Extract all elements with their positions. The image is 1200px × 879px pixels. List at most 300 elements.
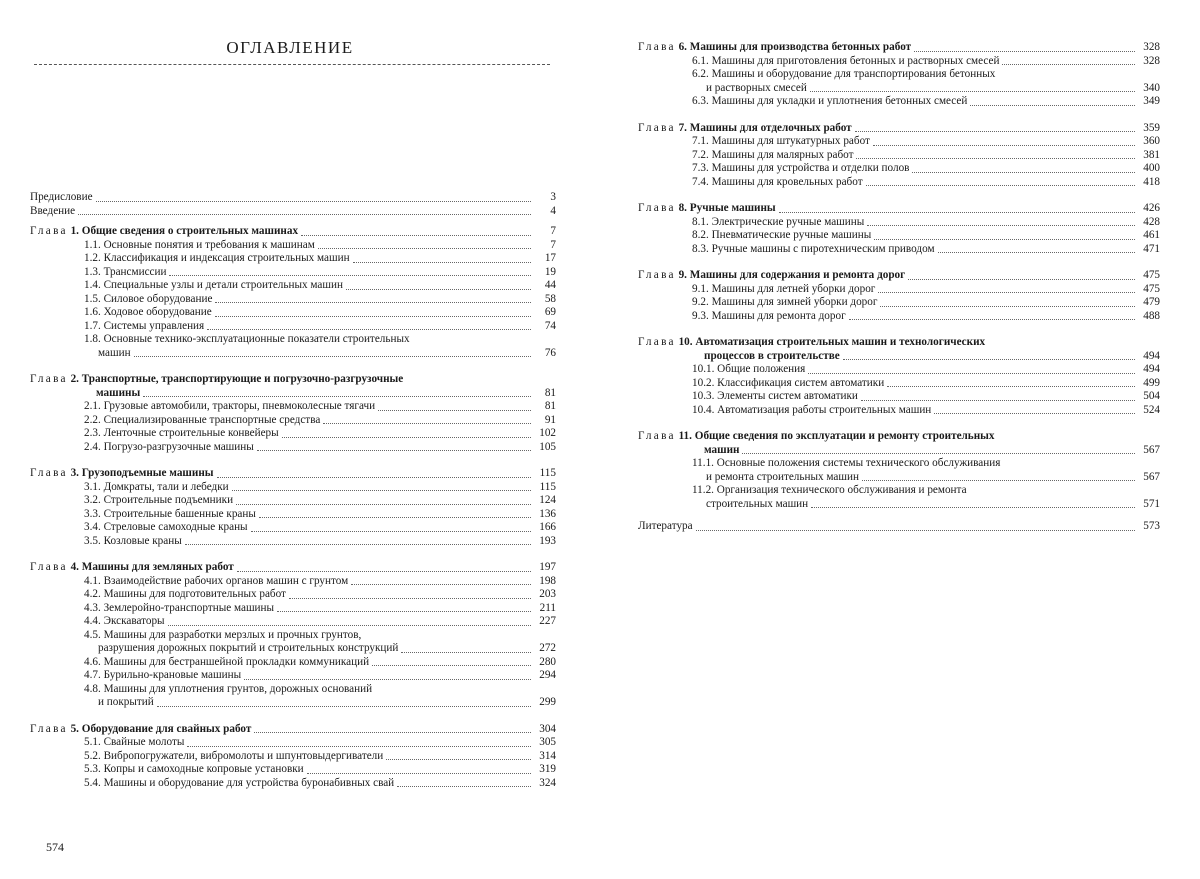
entry-page: 494: [1143, 363, 1160, 375]
page-title: ОГЛАВЛЕНИЕ: [226, 38, 354, 57]
chapter-prefix: Глава: [638, 336, 676, 348]
entry-page: 81: [544, 386, 556, 399]
entry-page: 488: [1143, 309, 1160, 322]
leader-dots: [289, 598, 531, 599]
chapter-items: [30, 575, 556, 710]
chapter-items: [638, 135, 1160, 189]
toc-left: [30, 191, 556, 799]
leader-dots: [232, 490, 531, 491]
entry-page: 294: [539, 669, 556, 681]
leader-dots: [696, 530, 1135, 531]
chapter-title: Машины для производства бетонных работ: [689, 41, 912, 53]
entry-page: 115: [539, 480, 556, 493]
entry-page: 324: [539, 776, 556, 789]
entry-page: 136: [539, 507, 556, 520]
toc-item-line: [84, 683, 556, 697]
toc-item[interactable]: [84, 575, 556, 589]
entry-label: 1.1. Основные понятия и требования к машинам: [84, 238, 315, 251]
item-label-cont: и покрытий: [98, 696, 154, 708]
chapter-number: 4.: [70, 561, 79, 573]
leader-dots: [96, 201, 531, 202]
item-label-cont: и растворных смесей: [706, 81, 807, 94]
entry-label: 8.1. Электрические ручные машины: [692, 215, 865, 228]
entry-page: 475: [1143, 269, 1160, 281]
toc-item[interactable]: [84, 481, 556, 495]
toc-item[interactable]: [84, 642, 556, 656]
entry-page: 203: [539, 588, 556, 600]
toc-item[interactable]: [692, 471, 1160, 485]
spacer: [30, 454, 556, 463]
toc-entry[interactable]: [30, 205, 556, 219]
entry-page: 479: [1143, 296, 1160, 308]
entry-label: 4.4. Экскаваторы: [84, 615, 165, 627]
toc-chapter: [30, 723, 556, 791]
chapter-prefix: Глава: [30, 373, 68, 385]
spacer: [30, 790, 556, 799]
chapter-items: [638, 457, 1160, 511]
toc-entry[interactable]: [30, 191, 556, 205]
toc-item[interactable]: [84, 669, 556, 683]
chapter-heading: [638, 269, 905, 283]
entry-label: 7.3. Машины для устройства и отделки полов: [692, 162, 910, 174]
leader-dots: [353, 262, 531, 263]
chapter-number: 10.: [678, 336, 693, 348]
toc-item[interactable]: [692, 149, 1160, 163]
toc-item[interactable]: [692, 162, 1160, 176]
entry-label: 2.4. Погрузо-разгрузочные машины: [84, 440, 254, 453]
chapter-number: 9.: [678, 269, 687, 281]
chapter-items: [638, 363, 1160, 417]
item-label: 1.8. Основные технико-эксплуатационные показатели строительных: [84, 333, 410, 345]
toc-item[interactable]: [84, 252, 556, 266]
toc-item[interactable]: [84, 508, 556, 522]
leader-dots: [742, 453, 1135, 454]
leader-dots: [168, 625, 531, 626]
entry-label: 7.1. Машины для штукатурных работ: [692, 135, 870, 147]
entry-page: 227: [539, 615, 556, 627]
entry-page: 400: [1143, 162, 1160, 174]
chapter-number: 2.: [70, 373, 79, 385]
leader-dots: [323, 423, 531, 424]
leader-dots: [970, 105, 1135, 106]
entry-page: 567: [1143, 470, 1160, 483]
entry-page: 17: [544, 252, 556, 264]
toc-item[interactable]: [84, 414, 556, 428]
toc-chapter: [638, 269, 1160, 323]
entry-label: 3.1. Домкраты, тали и лебедки: [84, 480, 229, 493]
chapter-items: [638, 216, 1160, 257]
leader-dots: [378, 410, 531, 411]
toc-item[interactable]: [692, 377, 1160, 391]
entry-label: 3.3. Строительные башенные краны: [84, 507, 256, 520]
entry-label: 3.4. Стреловые самоходные краны: [84, 521, 248, 533]
chapter-entry[interactable]: [30, 225, 556, 239]
toc-chapter: [30, 467, 556, 548]
chapter-heading: [30, 373, 403, 387]
entry-page: 461: [1143, 229, 1160, 241]
leader-dots: [251, 531, 531, 532]
entry-label: 8.2. Пневматические ручные машины: [692, 229, 872, 241]
leader-dots: [934, 413, 1135, 414]
toc-item[interactable]: [84, 441, 556, 455]
entry-page: 7: [550, 225, 556, 237]
toc-item[interactable]: [84, 427, 556, 441]
spacer: [30, 360, 556, 369]
toc-item[interactable]: [692, 82, 1160, 96]
chapter-number: 6.: [678, 41, 687, 53]
entry-label: 5.4. Машины и оборудование для устройства буронабивных свай: [84, 776, 395, 789]
entry-page: 359: [1143, 121, 1160, 134]
toc-item-line: [692, 68, 1160, 82]
leader-dots: [397, 786, 531, 787]
chapter-entry[interactable]: [638, 350, 1160, 364]
toc-item[interactable]: [692, 390, 1160, 404]
entry-label: 10.3. Элементы систем автоматики: [692, 390, 858, 402]
toc-item[interactable]: [84, 494, 556, 508]
entry-page: 4: [550, 204, 556, 217]
chapter-heading: [638, 41, 911, 55]
entry-label: 4.2. Машины для подготовительных работ: [84, 588, 286, 600]
entry-label: Литература: [638, 520, 693, 532]
entry-page: 475: [1143, 282, 1160, 295]
toc-item[interactable]: [84, 279, 556, 293]
leader-dots: [873, 145, 1135, 146]
entry-label: 1.4. Специальные узлы и детали строительных машин: [84, 279, 343, 291]
entry-page: 360: [1143, 135, 1160, 147]
leader-dots: [259, 517, 531, 518]
entry-page: 166: [539, 521, 556, 533]
entry-page: 381: [1143, 148, 1160, 161]
chapter-title: Ручные машины: [689, 202, 776, 214]
leader-dots: [254, 732, 531, 733]
leader-dots: [810, 91, 1135, 92]
entry-page: 504: [1143, 390, 1160, 402]
leader-dots: [237, 571, 531, 572]
page-number: 574: [46, 840, 64, 854]
chapter-title: Транспортные, транспортирующие и погрузочно-разгрузочные: [81, 373, 404, 385]
toc-item[interactable]: [692, 216, 1160, 230]
leader-dots: [169, 275, 531, 276]
entry-page: 305: [539, 736, 556, 748]
chapter-title: Машины для земляных работ: [81, 561, 234, 573]
toc-item[interactable]: [84, 588, 556, 602]
toc-chapter: [30, 373, 556, 454]
toc-chapter: [30, 225, 556, 360]
spacer: [30, 548, 556, 557]
leader-dots: [862, 480, 1135, 481]
leader-dots: [867, 225, 1135, 226]
entry-label: 6.3. Машины для укладки и уплотнения бетонных смесей: [692, 95, 968, 107]
toc-item[interactable]: [84, 736, 556, 750]
toc-item[interactable]: [84, 777, 556, 791]
entry-label: 7.4. Машины для кровельных работ: [692, 175, 863, 188]
entry-page: 272: [539, 642, 556, 654]
leader-dots: [887, 386, 1135, 387]
leader-dots: [78, 214, 531, 215]
chapter-heading: [638, 430, 995, 444]
chapter-number: 8.: [678, 202, 687, 214]
entry-label: 5.2. Вибропогружатели, вибромолоты и шпунтовыдергиватели: [84, 749, 384, 762]
toc-item[interactable]: [84, 656, 556, 670]
entry-page: 524: [1143, 403, 1160, 416]
chapter-items: [30, 239, 556, 361]
entry-label: 8.3. Ручные машины с пиротехническим приводом: [692, 242, 935, 255]
leader-dots: [207, 329, 531, 330]
chapter-prefix: Глава: [638, 41, 676, 53]
entry-page: 7: [550, 238, 556, 251]
toc-item[interactable]: [692, 404, 1160, 418]
entry-page: 567: [1143, 443, 1160, 456]
entry-page: 198: [539, 574, 556, 587]
toc-item[interactable]: [84, 521, 556, 535]
chapter-entry[interactable]: [30, 467, 556, 481]
toc-chapter: [30, 561, 556, 710]
entry-page: 299: [539, 696, 556, 708]
entry-label: 3.2. Строительные подъемники: [84, 494, 234, 506]
leader-dots: [307, 773, 531, 774]
chapter-entry[interactable]: [638, 444, 1160, 458]
toc-right: [638, 37, 1160, 534]
leader-dots: [215, 302, 531, 303]
chapter-title-cont: процессов в строительстве: [704, 349, 840, 362]
toc-item[interactable]: [692, 55, 1160, 69]
spacer: [638, 417, 1160, 426]
leader-dots: [779, 212, 1135, 213]
entry-label: 9.1. Машины для летней уборки дорог: [692, 282, 876, 295]
chapter-heading: [30, 561, 234, 575]
leader-dots: [874, 239, 1135, 240]
toc-item[interactable]: [692, 363, 1160, 377]
chapter-title: Оборудование для свайных работ: [81, 722, 252, 735]
leader-dots: [236, 504, 531, 505]
item-label-cont: машин: [98, 346, 131, 359]
toc-item[interactable]: [692, 135, 1160, 149]
leader-dots: [157, 706, 531, 707]
leader-dots: [861, 400, 1135, 401]
chapter-title-cont: машины: [96, 386, 141, 399]
entry-label: 3.5. Козловые краны: [84, 534, 182, 547]
chapter-title: Машины для содержания и ремонта дорог: [689, 269, 906, 281]
entry-page: 328: [1143, 41, 1160, 53]
chapter-entry[interactable]: [638, 269, 1160, 283]
entry-label: 1.5. Силовое оборудование: [84, 292, 213, 305]
chapter-entry[interactable]: [638, 41, 1160, 55]
entry-label: 6.1. Машины для приготовления бетонных и растворных смесей: [692, 54, 1000, 67]
entry-page: 304: [539, 722, 556, 735]
chapter-entry[interactable]: [30, 723, 556, 737]
toc-entry[interactable]: [638, 520, 1160, 534]
chapter-items: [638, 55, 1160, 109]
spacer: [638, 511, 1160, 520]
leader-dots: [908, 279, 1135, 280]
chapter-heading-line: [638, 336, 1160, 350]
entry-page: 418: [1143, 175, 1160, 188]
leader-dots: [257, 450, 531, 451]
entry-page: 105: [539, 440, 556, 453]
entry-page: 115: [539, 467, 556, 479]
chapter-prefix: Глава: [638, 202, 676, 214]
toc-item[interactable]: [692, 296, 1160, 310]
leader-dots: [938, 252, 1135, 253]
chapter-prefix: Глава: [30, 225, 68, 237]
chapter-items: [30, 736, 556, 790]
entry-label: 9.2. Машины для зимней уборки дорог: [692, 296, 878, 308]
entry-page: 340: [1143, 81, 1160, 94]
toc-item[interactable]: [84, 763, 556, 777]
chapter-items: [638, 283, 1160, 324]
entry-page: 44: [544, 279, 556, 291]
chapter-entry[interactable]: [30, 561, 556, 575]
chapter-title: Грузоподъемные машины: [81, 467, 214, 479]
item-label-cont: строительных машин: [706, 497, 809, 510]
toc-item[interactable]: [84, 750, 556, 764]
chapter-title: Машины для отделочных работ: [689, 121, 852, 134]
entry-page: 58: [544, 292, 556, 305]
item-label: 11.1. Основные положения системы технического обслуживания: [692, 457, 1001, 469]
leader-dots: [880, 306, 1135, 307]
chapter-prefix: Глава: [30, 561, 68, 573]
spacer: [30, 710, 556, 719]
item-label: 6.2. Машины и оборудование для транспортирования бетонных: [692, 68, 996, 80]
entry-page: 102: [539, 427, 556, 439]
toc-item-line: [692, 457, 1160, 471]
leader-dots: [914, 51, 1135, 52]
chapter-heading: [30, 467, 214, 481]
toc-item-line: [692, 484, 1160, 498]
chapter-number: 11.: [678, 430, 692, 442]
spacer: [638, 323, 1160, 332]
entry-label: 2.1. Грузовые автомобили, тракторы, пневмоколесные тягачи: [84, 400, 376, 412]
entry-page: 280: [539, 655, 556, 668]
chapter-heading: [638, 122, 852, 136]
chapter-heading-line: [30, 373, 556, 387]
chapter-heading: [30, 225, 298, 239]
chapter-heading-line: [638, 430, 1160, 444]
entry-label: 10.4. Автоматизация работы строительных машин: [692, 403, 932, 416]
leader-dots: [346, 289, 531, 290]
item-label: 4.8. Машины для уплотнения грунтов, дорожных оснований: [84, 682, 373, 695]
chapter-prefix: Глава: [638, 269, 676, 281]
toc-item[interactable]: [84, 535, 556, 549]
leader-dots: [185, 544, 531, 545]
toc-item[interactable]: [84, 615, 556, 629]
toc-item[interactable]: [692, 498, 1160, 512]
toc-item[interactable]: [84, 266, 556, 280]
leader-dots: [372, 665, 531, 666]
chapter-prefix: Глава: [638, 121, 676, 134]
entry-page: 571: [1143, 497, 1160, 510]
entry-page: 319: [539, 763, 556, 775]
toc-item[interactable]: [84, 306, 556, 320]
leader-dots: [1002, 64, 1135, 65]
toc-item[interactable]: [84, 400, 556, 414]
chapter-heading: [638, 336, 985, 350]
chapter-title-cont: машин: [704, 443, 740, 456]
leader-dots: [217, 477, 531, 478]
spacer: [638, 256, 1160, 265]
entry-page: 428: [1143, 215, 1160, 228]
item-label: 11.2. Организация технического обслуживания и ремонта: [692, 484, 967, 496]
leader-dots: [282, 437, 531, 438]
entry-page: 314: [539, 749, 556, 762]
entry-label: 2.3. Ленточные строительные конвейеры: [84, 427, 279, 439]
toc-item[interactable]: [84, 347, 556, 361]
chapter-prefix: Глава: [638, 430, 676, 442]
leader-dots: [277, 611, 531, 612]
entry-page: 3: [550, 191, 556, 203]
entry-label: 7.2. Машины для малярных работ: [692, 148, 854, 161]
toc-item[interactable]: [692, 243, 1160, 257]
chapter-heading: [30, 723, 251, 737]
title-rule: [34, 64, 550, 65]
entry-page: 76: [544, 346, 556, 359]
entry-label: 4.3. Землеройно-транспортные машины: [84, 601, 275, 614]
entry-label: 10.1. Общие положения: [692, 363, 806, 375]
entry-page: 328: [1143, 54, 1160, 67]
chapter-number: 5.: [70, 722, 79, 735]
chapter-items: [30, 400, 556, 454]
item-label-cont: разрушения дорожных покрытий и строительных конструкций: [98, 642, 399, 654]
entry-label: 1.6. Ходовое оборудование: [84, 306, 212, 318]
entry-label: Предисловие: [30, 191, 93, 203]
leader-dots: [134, 356, 531, 357]
leader-dots: [301, 235, 531, 236]
toc-item[interactable]: [84, 320, 556, 334]
toc-item-line: [84, 629, 556, 643]
entry-label: 5.3. Копры и самоходные копровые установки: [84, 763, 304, 775]
item-label: 4.5. Машины для разработки мерзлых и прочных грунтов,: [84, 628, 362, 641]
toc-item[interactable]: [692, 176, 1160, 190]
toc-item[interactable]: [84, 602, 556, 616]
toc-chapter: [638, 336, 1160, 417]
chapter-prefix: Глава: [30, 467, 68, 479]
entry-page: 211: [539, 601, 556, 614]
leader-dots: [855, 131, 1135, 132]
toc-item[interactable]: [692, 283, 1160, 297]
spacer: [638, 109, 1160, 118]
toc-item[interactable]: [692, 310, 1160, 324]
item-label-cont: и ремонта строительных машин: [706, 470, 859, 483]
toc-item[interactable]: [692, 95, 1160, 109]
entry-label: 9.3. Машины для ремонта дорог: [692, 309, 846, 322]
chapter-title: Общие сведения по эксплуатации и ремонту строительных: [694, 430, 995, 442]
toc-item[interactable]: [84, 696, 556, 710]
entry-label: 2.2. Специализированные транспортные средства: [84, 413, 321, 426]
toc-item[interactable]: [84, 293, 556, 307]
chapter-entry[interactable]: [638, 122, 1160, 136]
entry-page: 69: [544, 306, 556, 318]
chapter-title: Автоматизация строительных машин и технологических: [695, 336, 986, 348]
entry-page: 471: [1143, 242, 1160, 255]
spacer: [638, 189, 1160, 198]
chapter-prefix: Глава: [30, 722, 68, 735]
toc-item[interactable]: [692, 229, 1160, 243]
leader-dots: [811, 507, 1135, 508]
entry-page: 74: [544, 319, 556, 332]
toc-chapter: [638, 122, 1160, 190]
leader-dots: [866, 185, 1135, 186]
leader-dots: [386, 759, 531, 760]
entry-page: 81: [544, 400, 556, 412]
entry-label: 1.7. Системы управления: [84, 319, 205, 332]
entry-label: 4.1. Взаимодействие рабочих органов машин с грунтом: [84, 574, 349, 587]
chapter-entry[interactable]: [638, 202, 1160, 216]
chapter-entry[interactable]: [30, 387, 556, 401]
toc-item[interactable]: [84, 239, 556, 253]
entry-page: 426: [1143, 202, 1160, 214]
leader-dots: [878, 292, 1135, 293]
leader-dots: [318, 248, 531, 249]
